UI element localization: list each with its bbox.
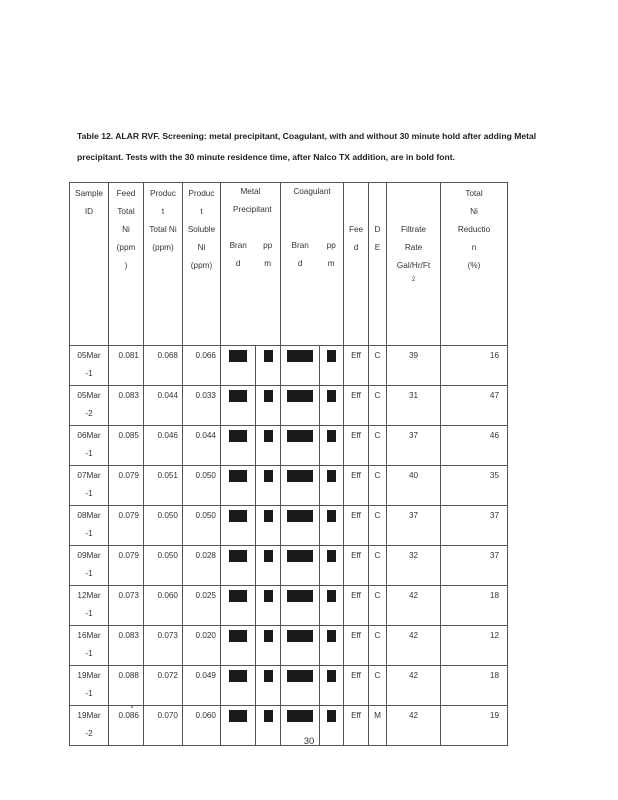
cell-coag-brand [281,586,320,626]
cell-metal-brand [221,546,256,586]
cell-total-ni-reduction: 47 [441,386,508,426]
redaction-block [287,510,313,522]
redaction-block [229,430,247,442]
redaction-block [229,630,247,642]
cell-total-ni-reduction: 16 [441,346,508,386]
cell-filtrate-rate: 31 [387,386,441,426]
cell-product-total-ni: 0.073 [144,626,183,666]
cell-coag-brand [281,386,320,426]
cell-sample-id: 07Mar -1 [70,466,109,506]
header-product-soluble-ni: Produc t Soluble Ni (ppm) [183,183,221,346]
header-metal-brand: Bran d [229,241,247,268]
table-row [70,386,508,426]
redaction-block [327,390,336,402]
cell-sample-id: 06Mar -1 [70,426,109,466]
redaction-block [327,630,336,642]
cell-coag-ppm [320,466,344,506]
cell-feed: Eff [344,666,369,706]
cell-total-ni-reduction: 35 [441,466,508,506]
cell-feed-total-ni: 0.088 [109,666,144,706]
cell-product-total-ni: 0.068 [144,346,183,386]
redaction-block [264,350,273,362]
cell-product-soluble-ni: 0.033 [183,386,221,426]
cell-de: C [369,546,387,586]
redaction-block [287,590,313,602]
header-metal-precipitant: Metal Precipitant Bran d pp m [221,183,281,346]
redaction-block [229,710,247,722]
table-row [70,466,508,506]
cell-coag-brand [281,346,320,386]
redaction-block [327,470,336,482]
cell-product-soluble-ni: 0.060 [183,706,221,746]
table-row [70,546,508,586]
redaction-block [327,670,336,682]
header-feed-total-ni: Feed Total Ni (ppm ) [109,183,144,346]
redaction-block [287,470,313,482]
cell-feed-total-ni: 0.073 [109,586,144,626]
cell-metal-ppm [256,346,281,386]
redaction-block [287,630,313,642]
cell-de: C [369,386,387,426]
cell-product-soluble-ni: 0.050 [183,466,221,506]
header-coag-brand: Bran d [291,241,309,268]
redaction-block [327,510,336,522]
cell-metal-brand [221,586,256,626]
cell-metal-brand [221,426,256,466]
header-total-ni-reduction: Total Ni Reductio n (%) [441,183,508,346]
cell-total-ni-reduction: 46 [441,426,508,466]
cell-product-soluble-ni: 0.044 [183,426,221,466]
header-sample-id: Sample ID [70,183,109,346]
redaction-block [287,550,313,562]
redaction-block [327,550,336,562]
cell-de: C [369,586,387,626]
table-row [70,506,508,546]
cell-metal-ppm [256,426,281,466]
table-header-row [70,183,508,346]
cell-feed-total-ni: 0.083 [109,626,144,666]
redaction-block [229,670,247,682]
cell-de: C [369,346,387,386]
cell-metal-ppm [256,626,281,666]
cell-product-total-ni: 0.044 [144,386,183,426]
cell-feed: Eff [344,546,369,586]
cell-coag-ppm [320,546,344,586]
cell-sample-id: 19Mar -1 [70,666,109,706]
cell-coag-ppm [320,666,344,706]
cell-feed-total-ni: 0.079 [109,546,144,586]
cell-metal-ppm [256,466,281,506]
cell-total-ni-reduction: 18 [441,666,508,706]
cell-product-total-ni: 0.046 [144,426,183,466]
cell-sample-id: 19Mar -2 [70,706,109,746]
cell-product-total-ni: 0.072 [144,666,183,706]
cell-metal-ppm [256,666,281,706]
redaction-block [264,710,273,722]
cell-product-soluble-ni: 0.049 [183,666,221,706]
cell-metal-brand [221,346,256,386]
cell-coag-ppm [320,626,344,666]
cell-feed: Eff [344,466,369,506]
redaction-block [229,590,247,602]
cell-de: C [369,666,387,706]
cell-filtrate-rate: 40 [387,466,441,506]
header-coagulant: Coagulant Bran d pp m [281,183,344,346]
cell-feed: Eff [344,506,369,546]
header-metal-ppm: pp m [263,241,273,268]
redaction-block [229,470,247,482]
cell-metal-brand [221,386,256,426]
redaction-block [264,590,273,602]
redaction-block [327,430,336,442]
table-row [70,626,508,666]
cell-coag-ppm [320,506,344,546]
cell-sample-id: 09Mar -1 [70,546,109,586]
cell-metal-ppm [256,546,281,586]
header-feed: Fee d [344,183,369,346]
cell-coag-brand [281,626,320,666]
cell-coag-ppm [320,426,344,466]
cell-filtrate-rate: 37 [387,506,441,546]
cell-feed: Eff [344,586,369,626]
cell-product-soluble-ni: 0.028 [183,546,221,586]
redaction-block [264,470,273,482]
cell-filtrate-rate: 42 [387,666,441,706]
cell-feed: Eff [344,386,369,426]
cell-metal-brand [221,506,256,546]
header-coag-ppm: pp m [326,241,336,268]
cell-feed: Eff [344,706,369,746]
redaction-block [264,630,273,642]
cell-feed-total-ni: 0.086 [109,706,144,746]
cell-product-total-ni: 0.051 [144,466,183,506]
redaction-block [327,710,336,722]
redaction-block [264,390,273,402]
cell-filtrate-rate: 32 [387,546,441,586]
cell-feed-total-ni: 0.085 [109,426,144,466]
redaction-block [327,350,336,362]
cell-coag-ppm [320,386,344,426]
cell-product-total-ni: 0.050 [144,506,183,546]
table-row [70,346,508,386]
table-row [70,666,508,706]
redaction-block [287,390,313,402]
cell-sample-id: 16Mar -1 [70,626,109,666]
cell-filtrate-rate: 42 [387,706,441,746]
cell-coag-brand [281,466,320,506]
cell-filtrate-rate: 39 [387,346,441,386]
cell-de: C [369,626,387,666]
redaction-block [264,550,273,562]
scan-speck [131,706,133,708]
cell-coag-ppm [320,346,344,386]
cell-product-soluble-ni: 0.020 [183,626,221,666]
redaction-block [287,710,313,722]
cell-product-total-ni: 0.050 [144,546,183,586]
cell-feed: Eff [344,626,369,666]
cell-metal-brand [221,666,256,706]
cell-product-soluble-ni: 0.025 [183,586,221,626]
cell-feed-total-ni: 0.079 [109,466,144,506]
cell-sample-id: 05Mar -1 [70,346,109,386]
redaction-block [287,430,313,442]
cell-total-ni-reduction: 37 [441,546,508,586]
cell-metal-ppm [256,586,281,626]
redaction-block [264,510,273,522]
cell-coag-brand [281,426,320,466]
cell-total-ni-reduction: 18 [441,586,508,626]
redaction-block [287,350,313,362]
table-row [70,586,508,626]
header-filtrate-rate: Filtrate Rate Gal/Hr/Ft 2 [387,183,441,346]
cell-product-soluble-ni: 0.050 [183,506,221,546]
cell-metal-ppm [256,386,281,426]
header-de: D E [369,183,387,346]
cell-feed: Eff [344,346,369,386]
redaction-block [229,350,247,362]
cell-sample-id: 08Mar -1 [70,506,109,546]
cell-feed-total-ni: 0.079 [109,506,144,546]
cell-filtrate-rate: 42 [387,586,441,626]
redaction-block [229,510,247,522]
table-caption: Table 12. ALAR RVF. Screening: metal precipitant, Coagulant, with and without 30 minute hold after adding Metal precipitant. Tests with the 30 minute residence time, after Nalco TX addition, are in bold font. [77,131,537,162]
cell-feed: Eff [344,426,369,466]
cell-filtrate-rate: 37 [387,426,441,466]
cell-total-ni-reduction: 19 [441,706,508,746]
cell-total-ni-reduction: 12 [441,626,508,666]
cell-metal-brand [221,466,256,506]
cell-de: C [369,506,387,546]
cell-de: C [369,426,387,466]
redaction-block [229,390,247,402]
cell-feed-total-ni: 0.083 [109,386,144,426]
table-row [70,426,508,466]
cell-metal-brand [221,626,256,666]
cell-de: C [369,466,387,506]
cell-coag-brand [281,506,320,546]
redaction-block [264,670,273,682]
redaction-block [287,670,313,682]
redaction-block [229,550,247,562]
cell-sample-id: 12Mar -1 [70,586,109,626]
header-product-total-ni: Produc t Total Ni (ppm) [144,183,183,346]
results-table [69,182,508,746]
cell-product-total-ni: 0.060 [144,586,183,626]
cell-product-total-ni: 0.070 [144,706,183,746]
cell-de: M [369,706,387,746]
redaction-block [327,590,336,602]
redaction-block [264,430,273,442]
cell-coag-ppm [320,586,344,626]
cell-metal-ppm [256,506,281,546]
cell-filtrate-rate: 42 [387,626,441,666]
page-number: 30 [303,736,315,747]
cell-coag-brand [281,546,320,586]
cell-coag-brand [281,666,320,706]
cell-sample-id: 05Mar -2 [70,386,109,426]
cell-feed-total-ni: 0.081 [109,346,144,386]
cell-total-ni-reduction: 37 [441,506,508,546]
cell-product-soluble-ni: 0.066 [183,346,221,386]
